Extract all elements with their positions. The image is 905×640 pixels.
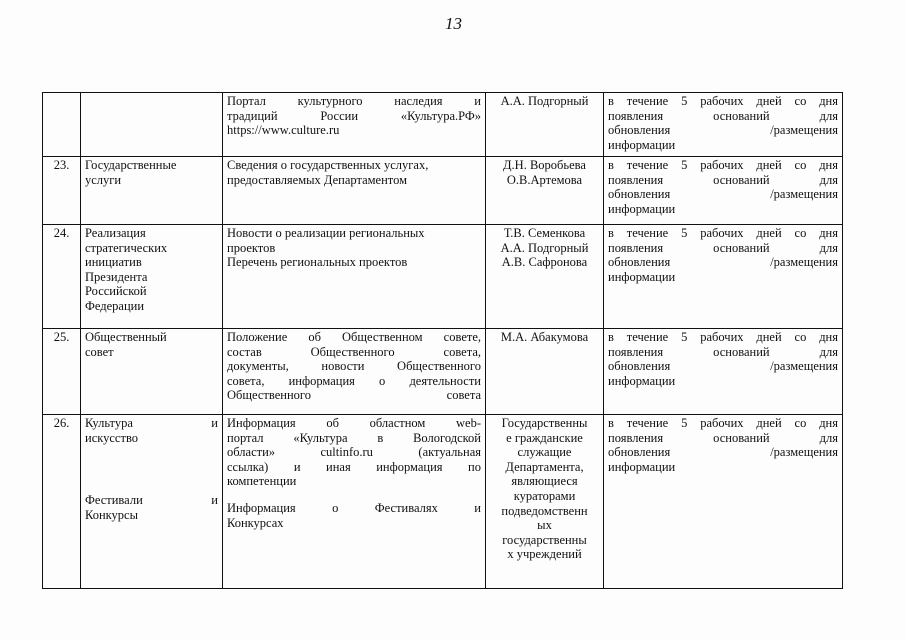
table-row (43, 225, 843, 329)
content-cell: Положение об Общественном совете, состав Общественного совета, документы, новости Общественного совета, информация о деятельности Общественного совета (223, 329, 486, 415)
info-table (42, 92, 843, 589)
deadline-cell: в течение 5 рабочих дней со дня появления оснований для обновления /размещения информации (604, 93, 843, 157)
table-row (43, 415, 843, 589)
deadline-cell: в течение 5 рабочих дней со дня появления оснований для обновления /размещения информации (604, 157, 843, 225)
content-cell: Новости о реализации региональных проектов Перечень региональных проектов (223, 225, 486, 329)
section-cell: Общественный совет (81, 329, 223, 415)
deadline-cell: в течение 5 рабочих дней со дня появления оснований для обновления /размещения информации (604, 415, 843, 589)
responsible-cell: Д.Н. Воробьева О.В.Артемова (486, 157, 604, 225)
row-number: 25. (43, 329, 81, 415)
row-number: 23. (43, 157, 81, 225)
responsible-cell: М.А. Абакумова (486, 329, 604, 415)
responsible-cell: Т.В. Семенкова А.А. Подгорный А.В. Сафронова (486, 225, 604, 329)
row-number: 24. (43, 225, 81, 329)
section-cell (81, 93, 223, 157)
section-cell: Реализация стратегических инициатив Президента Российской Федерации (81, 225, 223, 329)
row-number (43, 93, 81, 157)
deadline-cell: в течение 5 рабочих дней со дня появления оснований для обновления /размещения информации (604, 329, 843, 415)
section-cell: Культура и искусство Фестивали и Конкурсы (81, 415, 223, 589)
content-cell: Информация об областном web- портал «Культура в Вологодской области» cultinfo.ru (актуальная ссылка) и иная информация по компетенции Информация о Фестивалях и Конкурсах (223, 415, 486, 589)
table-row (43, 329, 843, 415)
table-row (43, 157, 843, 225)
content-cell: Портал культурного наследия и традиций России «Культура.РФ» https://www.culture.ru (223, 93, 486, 157)
responsible-cell: Государственны е гражданские служащие Департамента, являющиеся кураторами подведомственн ых государственны х учреждений (486, 415, 604, 589)
deadline-cell: в течение 5 рабочих дней со дня появления оснований для обновления /размещения информации (604, 225, 843, 329)
table-row (43, 93, 843, 157)
page-number: 13 (445, 14, 462, 33)
row-number: 26. (43, 415, 81, 589)
responsible-cell: А.А. Подгорный (486, 93, 604, 157)
content-cell: Сведения о государственных услугах, предоставляемых Департаментом (223, 157, 486, 225)
section-cell: Государственные услуги (81, 157, 223, 225)
